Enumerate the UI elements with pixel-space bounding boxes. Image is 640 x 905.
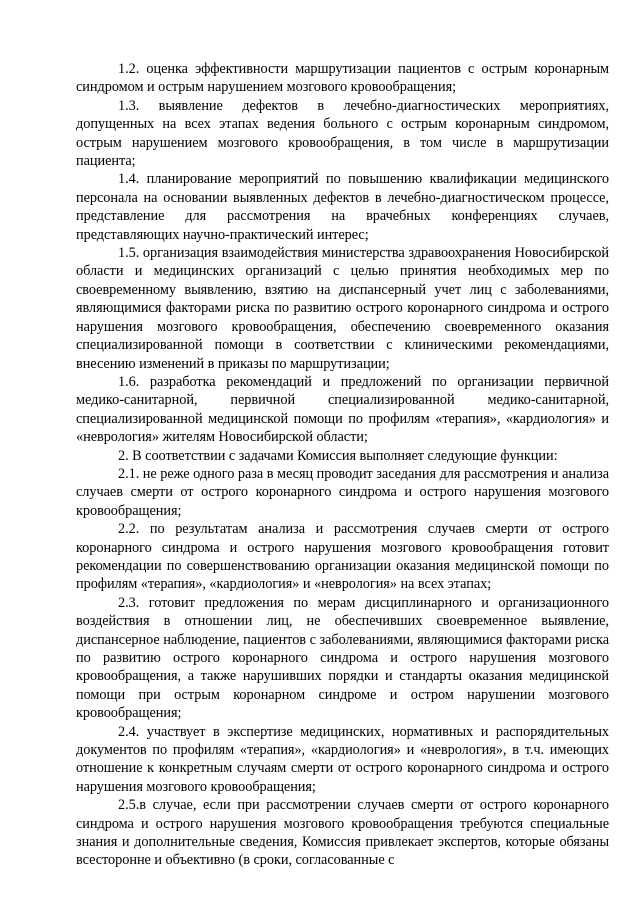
paragraph-2-1: 2.1. не реже одного раза в месяц проводит заседания для рассмотрения и анализа случаев смерти от острого коронарного синдрома и острого нарушения мозгового кровообращения; [76, 465, 609, 519]
paragraph-1-2: 1.2. оценка эффективности маршрутизации пациентов с острым коронарным синдромом и острым нарушением мозгового кровообращения; [76, 61, 609, 96]
paragraph-2-5: 2.5.в случае, если при рассмотрении случаев смерти от острого коронарного синдрома и острого нарушения мозгового кровообращения требуются специальные знания и дополнительные сведения, Комиссия привлекает экспертов, которые обязаны всесторонне и объективно (в сроки, согласованные с [76, 797, 609, 869]
paragraph-1-4: 1.4. планирование мероприятий по повышению квалификации медицинского персонала на основании выявленных дефектов в лечебно-диагностическом процессе, представление для рассмотрения на врачебных конференциях случаев, представляющих научно-практический интерес; [76, 171, 609, 243]
paragraph-1-6: 1.6. разработка рекомендаций и предложений по организации первичной медико-санитарной, первичной специализированной медико-санитарной, специализированной медицинской помощи по профилям «терапия», «кардиология» и «неврология» жителям Новосибирской области; [76, 373, 609, 446]
paragraph-2-3: 2.3. готовит предложения по мерам дисциплинарного и организационного воздействия в отношении лиц, не обеспечивших своевременное выявление, диспансерное наблюдение, пациентов с заболеваниями, являющимися факторами риска по развитию острого коронарного синдрома и острого нарушения мозгового кровообращения, а также нарушивших порядки и стандарты оказания медицинской помощи при острым коронарном синдроме и остром нарушении мозгового кровообращения; [76, 594, 609, 722]
paragraph-2-4: 2.4. участвует в экспертизе медицинских, нормативных и распорядительных документов по профилям «терапия», «кардиология» и «неврология», в т.ч. имеющих отношение к конкретным случаям смерти от острого коронарного синдрома и острого нарушения мозгового кровообращения; [76, 723, 609, 795]
paragraph-1-3: 1.3. выявление дефектов в лечебно-диагностических мероприятиях, допущенных на всех этапах ведения больного с острым коронарным синдромом, острым нарушением мозгового кровообращения, в том числе в маршрутизации пациента; [76, 97, 609, 170]
paragraph-2-2: 2.2. по результатам анализа и рассмотрения случаев смерти от острого коронарного синдрома и острого нарушения мозгового кровообращения готовит рекомендации по совершенствованию организации оказания медицинской помощи по профилям «терапия», «кардиология» и «неврология» на всех этапах; [76, 521, 609, 593]
paragraph-2: 2. В соответствии с задачами Комиссия выполняет следующие функции: [118, 447, 558, 464]
paragraph-1-5: 1.5. организация взаимодействия министерства здравоохранения Новосибирской области и медицинских организаций с целью принятия необходимых мер по своевременному выявлению, взятию на диспансерный учет лиц с заболеваниями, являющимися факторами риска по развитию острого коронарного синдрома и острого нарушения мозгового кровообращения, обеспечению своевременного оказания специализированной помощи в соответствии с клиническими рекомендациями, внесению изменений в приказы по маршрутизации; [76, 245, 609, 372]
